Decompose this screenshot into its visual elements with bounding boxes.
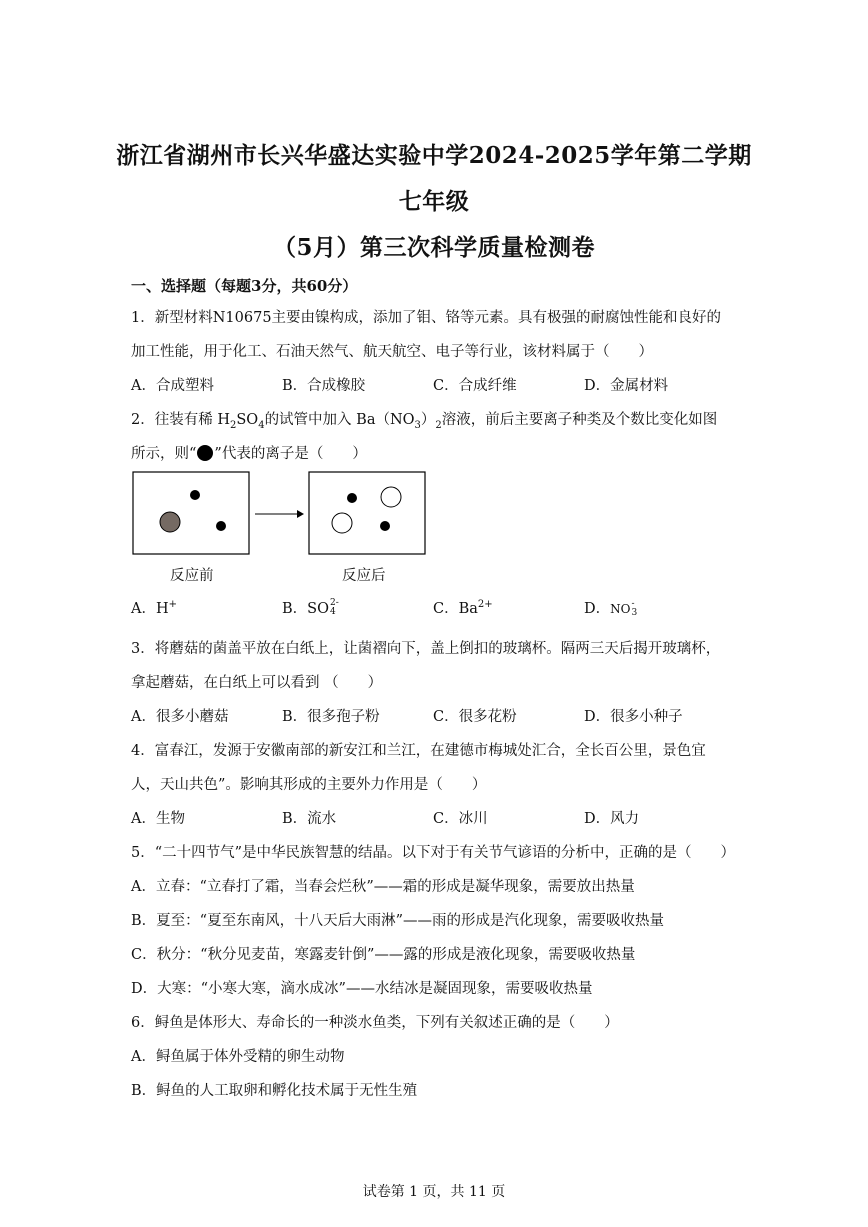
section-heading: 一、选择题（每题3分，共60分） [131,277,358,295]
before-gray-ion [160,512,180,532]
before-small-dot-2 [216,521,226,531]
q3-line2: 拿起蘑菇，在白纸上可以看到 （ ） [131,675,383,691]
q2-option-b: B．SO 2- 4 [282,597,339,617]
q1-line2: 加工性能，用于化工、石油天然气、航天航空、电子等行业，该材料属于（ ） [131,344,653,360]
q2-line1: 2．往装有稀 $H_2SO_4$的试管中加入 $Ba(NO_3)_2$溶液，前后主要离子种类及个数比变化如图 [131,412,718,431]
after-white-ion-2 [332,513,352,533]
q4-line2: 人，天山共色”。影响其形成的主要外力作用是（ ） [131,777,487,793]
black-dot-icon [197,445,213,461]
q3-option-c: C．很多花粉 [433,709,517,725]
q5-option-d: D．大寒：“小寒大寒，滴水成冰”——水结冰是凝固现象，需要吸收热量 [131,981,593,997]
q4-option-a: A．生物 [131,811,185,827]
exam-title-line2: 七年级 [398,188,470,215]
after-small-dot-2 [380,521,390,531]
q2-option-d: D． NO - 3 [584,599,638,618]
q5-option-b: B．夏至：“夏至东南风，十八天后大雨淋”——雨的形成是汽化现象，需要吸收热量 [131,913,664,929]
q6-line1: 6．鲟鱼是体形大、寿命长的一种淡水鱼类，下列有关叙述正确的是（ ） [131,1015,619,1031]
q1-option-d: D．金属材料 [584,378,669,394]
after-box [309,472,425,554]
q5-option-a: A．立春：“立春打了霜，当春会烂秋”——霜的形成是凝华现象，需要放出热量 [131,879,635,895]
q3-option-b: B．很多孢子粉 [282,709,380,725]
q4-option-b: B．流水 [282,811,337,827]
caption-after: 反应后 [342,568,386,584]
q2-line2: 所示，则“ ”代表的离子是（ ） [131,446,367,462]
q1-line1: 1．新型材料N10675主要由镍构成，添加了钼、铬等元素。具有极强的耐腐蚀性能和良好的 [131,310,722,326]
q5-option-c: C．秋分：“秋分见麦苗，寒露麦针倒”——露的形成是液化现象，需要吸收热量 [131,947,636,963]
caption-before: 反应前 [170,568,214,584]
q3-line1: 3．将蘑菇的菌盖平放在白纸上，让菌褶向下，盖上倒扣的玻璃杯。隔两三天后揭开玻璃杯， [131,641,721,657]
exam-title-line3: （5月）第三次科学质量检测卷 [272,234,595,261]
q3-option-a: A．很多小蘑菇 [131,709,229,725]
q1-option-c: C．合成纤维 [433,378,517,394]
page-footer: 试卷第 1 页，共 11 页 [362,1184,506,1200]
after-small-dot-1 [347,493,357,503]
before-small-dot-1 [190,490,200,500]
q1-option-b: B．合成橡胶 [282,378,366,394]
q2-option-c: C．$Ba^{2+}$ [433,599,493,617]
q6-option-a: A．鲟鱼属于体外受精的卵生动物 [131,1049,345,1065]
before-box [133,472,249,554]
q4-option-c: C．冰川 [433,811,488,827]
q5-line1: 5．“二十四节气”是中华民族智慧的结晶。以下对于有关节气谚语的分析中，正确的是（ ） [131,845,736,861]
q2-option-a: A．H+ [131,599,178,617]
exam-title-line1: 浙江省湖州市长兴华盛达实验中学2024-2025学年第二学期 [116,142,752,169]
q3-option-d: D．很多小种子 [584,709,683,725]
q1-option-a: A．合成塑料 [131,378,214,394]
q6-option-b: B．鲟鱼的人工取卵和孵化技术属于无性生殖 [131,1083,418,1099]
q4-line1: 4．富春江，发源于安徽南部的新安江和兰江，在建德市梅城处汇合，全长百公里，景色宜 [131,743,706,759]
arrow-head [297,510,304,518]
ion-diagram [131,470,431,560]
q4-option-d: D．风力 [584,811,640,827]
after-white-ion-1 [381,487,401,507]
